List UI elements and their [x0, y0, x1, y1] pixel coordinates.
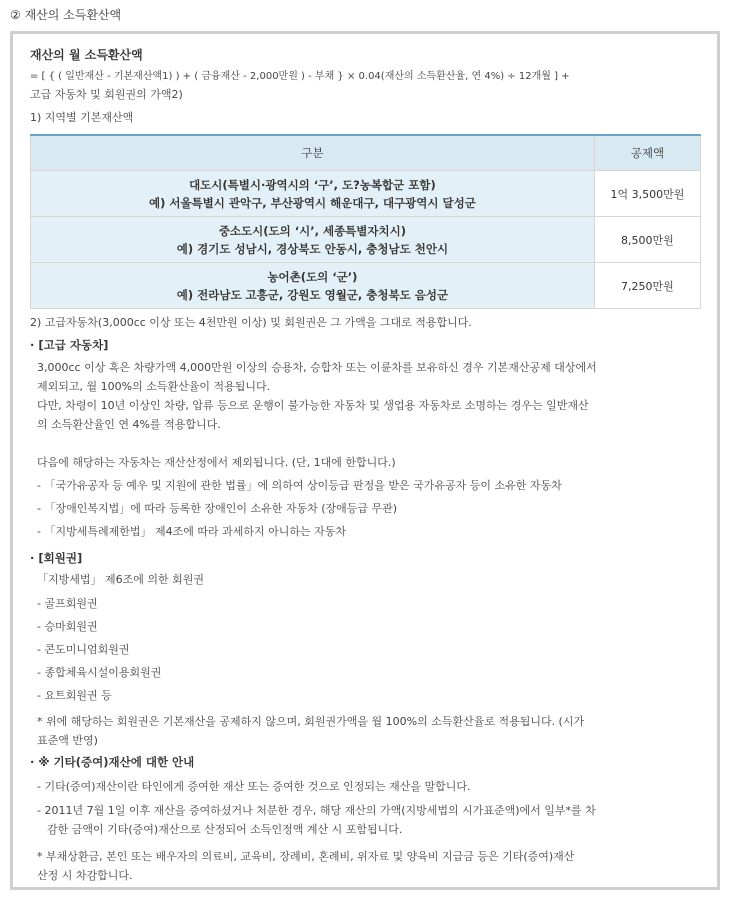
membership-note: 표준액 반영) [37, 734, 98, 747]
list-item: - 승마회원권 [37, 620, 98, 633]
membership-note: * 위에 해당하는 회원권은 기본재산을 공제하지 않으며, 회원권가액을 월 100%의 소득환산율로 적용됩니다. (시가 [37, 715, 585, 728]
category-line: 농어촌(도의 ‘군’) [267, 269, 358, 284]
content-box [10, 31, 720, 890]
section2-title: 2) 고급자동차(3,000cc 이상 또는 4천만원 이상) 및 회원권은 그 가액을 그대로 적용합니다. [30, 316, 472, 329]
membership-heading: · [회원권] [30, 551, 83, 565]
formula-line-2: 고급 자동차 및 회원권의 가액2) [30, 88, 183, 101]
table-row [31, 171, 701, 217]
other-note: * 부채상환금, 본인 또는 배우자의 의료비, 교육비, 장례비, 혼례비, 위자료 및 양육비 지급금 등은 기타(증여)재산 [37, 850, 575, 863]
list-item: - 기타(증여)재산이란 타인에게 증여한 재산 또는 증여한 것으로 인정되는 재산을 말합니다. [37, 780, 471, 793]
category-example: 예) 전라남도 고흥군, 강원도 영월군, 충청북도 음성군 [176, 287, 449, 302]
list-item: - 「지방세특례제한법」 제4조에 따라 과세하지 아니하는 자동차 [37, 525, 346, 538]
table-cell-amount: 1억 3,500만원 [594, 171, 700, 217]
car-paragraph: 3,000cc 이상 혹은 차량가액 4,000만원 이상의 승용차, 승합차 또는 이륜차를 보유하신 경우 기본재산공제 대상에서 [37, 361, 597, 374]
list-item: 감한 금액이 기타(증여)재산으로 산정되어 소득인정액 계산 시 포함됩니다. [47, 823, 403, 836]
table-header-row [31, 135, 701, 171]
table-cell-category [31, 171, 595, 217]
car-heading: · [고급 자동차] [30, 338, 109, 352]
formula-line-1: = [ { ( 일반재산 - 기본재산액1) ) + ( 금융재산 - 2,000만원 ) - 부채 } × 0.04(재산의 소득환산율, 연 4%) ÷ 12개월 ] + [30, 71, 570, 82]
table-cell-category [31, 217, 595, 263]
table-row [31, 217, 701, 263]
car-paragraph: 의 소득환산율인 연 4%를 적용합니다. [37, 418, 221, 431]
category-line: 중소도시(도의 ‘시’, 세종특별자치시) [218, 223, 406, 238]
table-cell-amount: 8,500만원 [594, 217, 700, 263]
header-category: 구분 [31, 135, 595, 171]
section-heading: ② 재산의 소득환산액 [10, 8, 122, 22]
table-cell-amount: 7,250만원 [594, 263, 700, 309]
list-item: - 콘도미니엄회원권 [37, 643, 130, 656]
car-paragraph: 다음에 해당하는 자동차는 재산산정에서 제외됩니다. (단, 1대에 한합니다.) [37, 456, 396, 469]
header-amount: 공제액 [594, 135, 700, 171]
table-row [31, 263, 701, 309]
section1-title: 1) 지역별 기본재산액 [30, 111, 134, 124]
list-item: - 「국가유공자 등 예우 및 지원에 관한 법률」에 의하여 상이등급 판정을 받은 국가유공자 등이 소유한 자동차 [37, 479, 562, 492]
list-item: - 종합체육시설이용회원권 [37, 666, 162, 679]
category-example: 예) 경기도 성남시, 경상북도 안동시, 충청남도 천안시 [176, 241, 449, 256]
formula-title: 재산의 월 소득환산액 [30, 48, 143, 62]
membership-intro: 「지방세법」 제6조에 의한 회원권 [37, 573, 204, 586]
list-item: - 「장애인복지법」에 따라 등록한 장애인이 소유한 자동차 (장애등급 무관) [37, 502, 398, 515]
list-item: - 요트회원권 등 [37, 689, 112, 702]
category-line: 대도시(특별시·광역시의 ‘구’, 도?농복합군 포함) [189, 177, 436, 192]
table-cell-category [31, 263, 595, 309]
list-item: - 골프회원권 [37, 597, 98, 610]
category-example: 예) 서울특별시 관악구, 부산광역시 해운대구, 대구광역시 달성군 [148, 195, 476, 210]
other-note: 산정 시 차감합니다. [37, 869, 133, 882]
car-paragraph: 다만, 차령이 10년 이상인 차량, 압류 등으로 운행이 불가능한 자동차 및 생업용 자동차로 소명하는 경우는 일반재산 [37, 399, 589, 412]
other-heading: · ※ 기타(증여)재산에 대한 안내 [30, 755, 195, 769]
car-paragraph: 제외되고, 월 100%의 소득환산율이 적용됩니다. [37, 380, 271, 393]
list-item: - 2011년 7월 1일 이후 재산을 증여하셨거나 처분한 경우, 해당 재산의 가액(지방세법의 시가표준액)에서 일부*를 차 [37, 804, 596, 817]
basic-property-table [30, 134, 701, 309]
